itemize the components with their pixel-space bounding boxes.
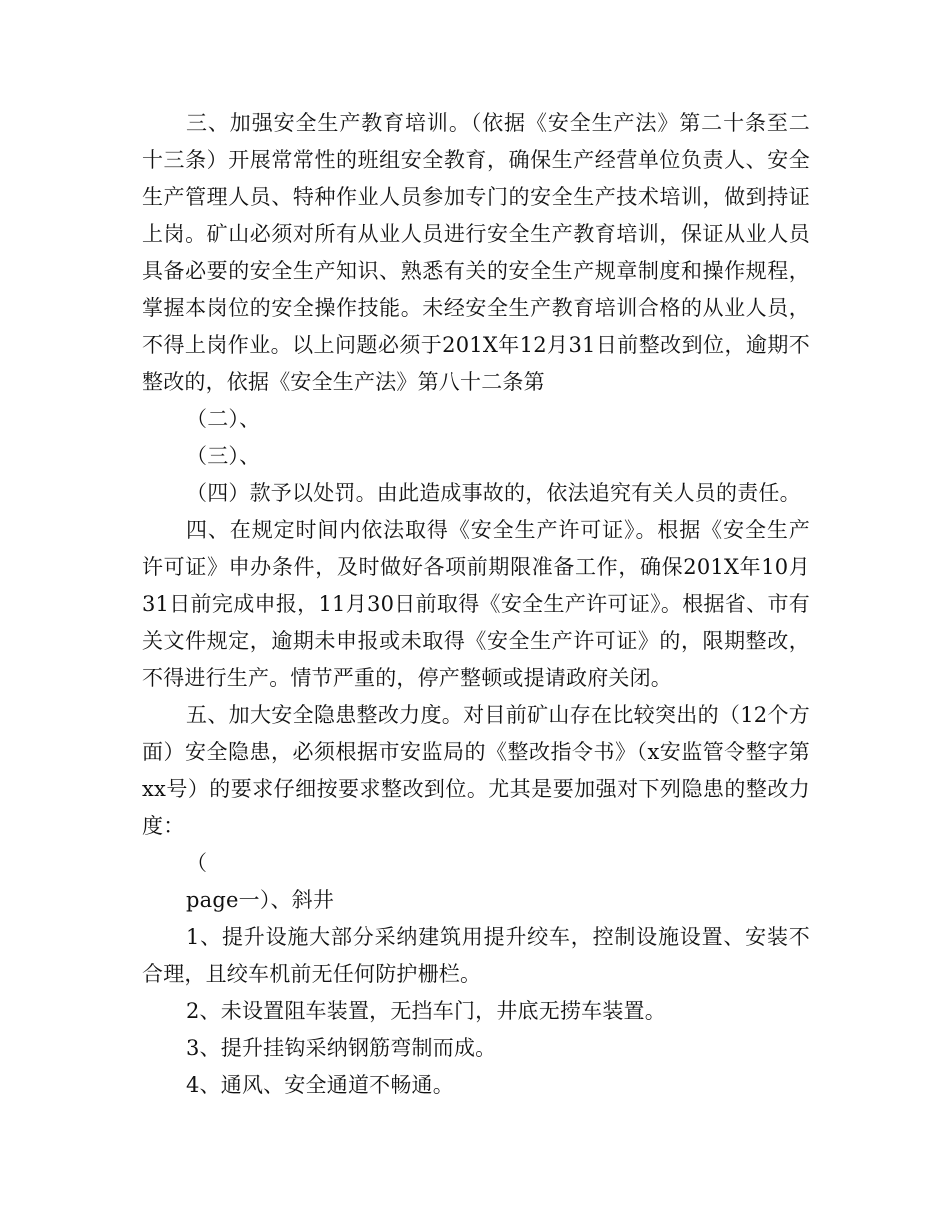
paragraph-item-2: （二）、 [186, 407, 261, 431]
paragraph-hazards: 五、加大安全隐患整改力度。对目前矿山存在比较突出的（12个方面）安全隐患，必须根据市安监局的《整改指令书》（x安监管令整字第xx号）的要求仔细按要求整改到位。尤其是要加强对下列隐患的整改力度： [142, 703, 810, 838]
document-body [142, 105, 810, 1104]
paragraph-open-paren: （ [186, 851, 208, 875]
paragraph-list-3: 3、提升挂钩采纳钢筋弯制而成。 [186, 1036, 497, 1060]
paragraph-incline-heading: page一）、斜井 [186, 888, 335, 912]
paragraph-list-2: 2、未设置阻车装置，无挡车门，井底无捞车装置。 [186, 999, 666, 1023]
paragraph-list-4: 4、通风、安全通道不畅通。 [186, 1073, 454, 1097]
paragraph-list-1: 1、提升设施大部分采纳建筑用提升绞车，控制设施设置、安装不合理，且绞车机前无任何防护栅栏。 [142, 925, 810, 986]
paragraph-item-3: （三）、 [186, 444, 261, 468]
paragraph-item-4: （四）款予以处罚。由此造成事故的，依法追究有关人员的责任。 [186, 481, 801, 505]
paragraph-license: 四、在规定时间内依法取得《安全生产许可证》。根据《安全生产许可证》申办条件，及时做好各项前期限准备工作，确保201X年10月31日前完成申报，11月30日前取得《安全生产许可证》。根据省、市有关文件规定，逾期未申报或未取得《安全生产许可证》的，限期整改，不得进行生产。情节严重的，停产整顿或提请政府关闭。 [142, 518, 810, 690]
paragraph-training: 三、加强安全生产教育培训。（依据《安全生产法》第二十条至二十三条）开展常常性的班组安全教育，确保生产经营单位负责人、安全生产管理人员、特种作业人员参加专门的安全生产技术培训，做到持证上岗。矿山必须对所有从业人员进行安全生产教育培训，保证从业人员具备必要的安全生产知识、熟悉有关的安全生产规章制度和操作规程，掌握本岗位的安全操作技能。未经安全生产教育培训合格的从业人员，不得上岗作业。以上问题必须于201X年12月31日前整改到位，逾期不整改的，依据《安全生产法》第八十二条第 [142, 111, 810, 394]
